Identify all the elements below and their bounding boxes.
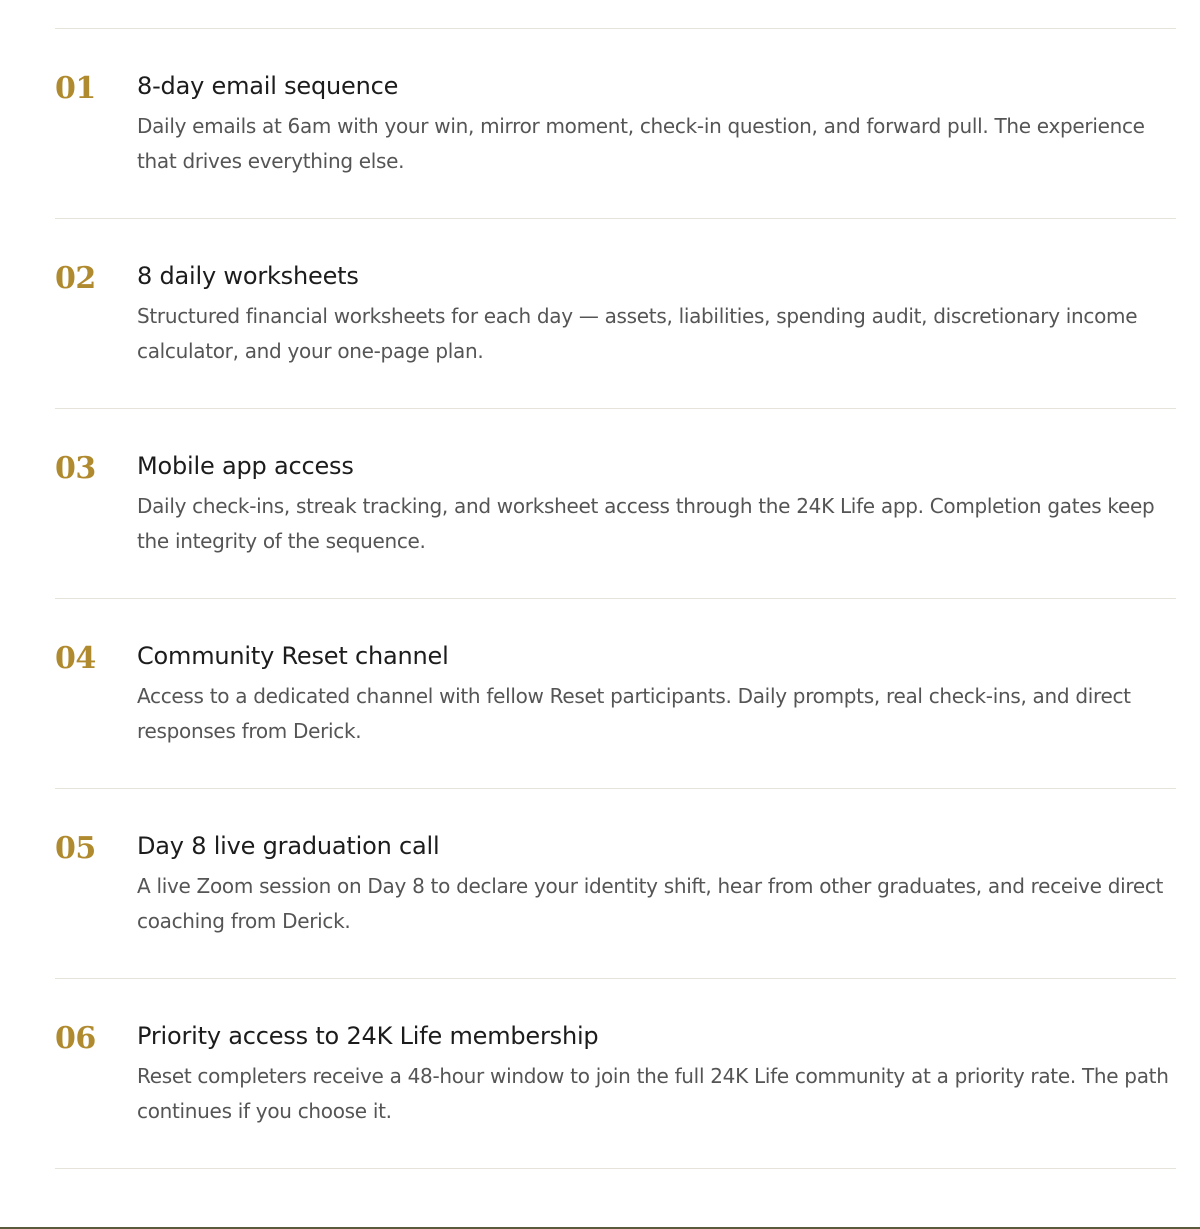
feature-description: Structured financial worksheets for each day — assets, liabilities, spending audit, discretionary income calculator, and your one-page plan. xyxy=(137,304,1138,363)
feature-description: Daily emails at 6am with your win, mirror moment, check-in question, and forward pull. The experience that drives everything else. xyxy=(137,114,1145,173)
feature-title: Priority access to 24K Life membership xyxy=(137,1022,599,1050)
feature-number: 03 xyxy=(55,451,96,486)
feature-item xyxy=(55,599,1176,789)
feature-body xyxy=(137,449,1173,559)
feature-number: 05 xyxy=(55,831,96,866)
feature-body xyxy=(137,829,1173,939)
feature-description: Reset completers receive a 48-hour window to join the full 24K Life community at a priority rate. The path continues if you choose it. xyxy=(137,1064,1169,1123)
feature-description: A live Zoom session on Day 8 to declare your identity shift, hear from other graduates, and receive direct coaching from Derick. xyxy=(137,874,1164,933)
feature-item xyxy=(55,29,1176,219)
feature-list xyxy=(55,28,1176,1169)
feature-item xyxy=(55,789,1176,979)
feature-title: Day 8 live graduation call xyxy=(137,832,440,860)
feature-item xyxy=(55,219,1176,409)
feature-title: Mobile app access xyxy=(137,452,354,480)
feature-title: 8 daily worksheets xyxy=(137,262,359,290)
feature-body xyxy=(137,259,1173,369)
feature-body xyxy=(137,69,1173,179)
feature-number: 01 xyxy=(55,71,96,106)
feature-body xyxy=(137,1019,1173,1129)
feature-item xyxy=(55,409,1176,599)
feature-title: Community Reset channel xyxy=(137,642,449,670)
feature-description: Daily check-ins, streak tracking, and worksheet access through the 24K Life app. Completion gates keep the integrity of the sequence. xyxy=(137,494,1155,553)
feature-body xyxy=(137,639,1173,749)
feature-number: 06 xyxy=(55,1021,96,1056)
feature-description: Access to a dedicated channel with fellow Reset participants. Daily prompts, real check-ins, and direct responses from Derick. xyxy=(137,684,1131,743)
feature-title: 8-day email sequence xyxy=(137,72,399,100)
feature-item xyxy=(55,979,1176,1169)
feature-number: 04 xyxy=(55,641,96,676)
feature-number: 02 xyxy=(55,261,96,296)
